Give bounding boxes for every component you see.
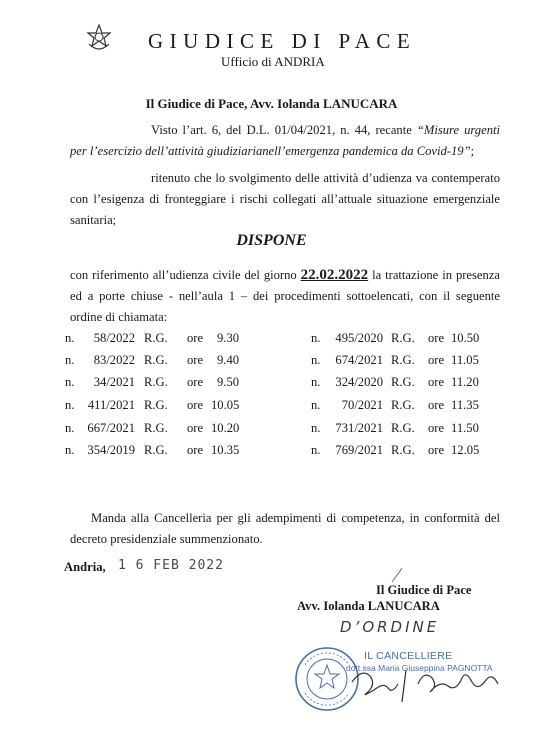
ritenuto-paragraph	[70, 168, 500, 231]
row-ore: ore	[187, 398, 204, 412]
row-time: 10.35	[211, 443, 240, 457]
row-rg: R.G.	[144, 421, 168, 435]
dispone-heading: DISPONE	[236, 232, 307, 249]
row-ore: ore	[187, 421, 204, 435]
italian-emblem-icon	[86, 24, 112, 52]
row-n: n.	[311, 331, 321, 345]
ritenuto-text: ritenuto che lo svolgimento delle attività d’udienza va contemperato con l’esigenza di fronteggiare i rischi collegati all’attuale situazione emergenziale sanitaria;	[70, 171, 500, 227]
row-time: 12.05	[451, 443, 480, 457]
row-time: 11.20	[451, 375, 479, 389]
row-time: 9.30	[217, 331, 240, 345]
place-label: Andria,	[64, 560, 106, 574]
closing-text: Manda alla Cancelleria per gli adempimenti di competenza, in conformità del decreto presidenziale summenzionato.	[70, 511, 500, 546]
row-n: n.	[311, 398, 321, 412]
visto-tail: ;	[470, 144, 475, 158]
row-ore: ore	[428, 421, 445, 435]
row-ore: ore	[428, 398, 445, 412]
row-ore: ore	[428, 353, 445, 367]
row-time: 9.40	[217, 353, 240, 367]
visto-lead: Visto l’art. 6, del D.L. 01/04/2021, n. 44, recante	[151, 123, 417, 137]
row-n: n.	[311, 375, 321, 389]
cancelliere-name: dott.ssa Maria Giuseppina PAGNOTTA	[346, 663, 493, 673]
row-number: 411/2021	[87, 398, 135, 412]
row-rg: R.G.	[144, 375, 168, 389]
row-number: 354/2019	[87, 443, 135, 457]
handwritten-signature	[340, 560, 510, 710]
office-subtitle: Ufficio di ANDRIA	[221, 54, 325, 69]
row-number: 769/2021	[335, 443, 383, 457]
row-n: n.	[65, 443, 75, 457]
closing-paragraph	[70, 508, 500, 550]
signature-title: Il Giudice di Pace	[376, 583, 472, 597]
row-ore: ore	[428, 331, 445, 345]
row-rg: R.G.	[144, 353, 168, 367]
row-n: n.	[65, 375, 75, 389]
row-time: 11.05	[451, 353, 479, 367]
hearing-date: 22.02.2022	[300, 267, 369, 283]
row-n: n.	[65, 331, 75, 345]
row-number: 83/2022	[93, 353, 135, 367]
row-time: 10.50	[451, 331, 480, 345]
row-rg: R.G.	[144, 443, 168, 457]
row-ore: ore	[428, 375, 445, 389]
row-n: n.	[65, 353, 75, 367]
row-rg: R.G.	[391, 398, 415, 412]
row-number: 495/2020	[335, 331, 383, 345]
order-lead: con riferimento all’udienza civile del giorno	[70, 268, 301, 282]
row-n: n.	[65, 398, 75, 412]
row-time: 9.50	[217, 375, 240, 389]
cancelliere-title: IL CANCELLIERE	[364, 650, 453, 662]
row-ore: ore	[187, 353, 204, 367]
order-paragraph	[70, 265, 500, 328]
row-number: 674/2021	[335, 353, 383, 367]
stamped-date: 1 6 FEB 2022	[118, 558, 224, 573]
handwritten-dordine: D’ORDINE	[340, 618, 440, 636]
row-n: n.	[311, 443, 321, 457]
signature-name: Avv. Iolanda LANUCARA	[297, 599, 440, 613]
office-title: GIUDICE DI PACE	[148, 29, 417, 53]
judge-heading: Il Giudice di Pace, Avv. Iolanda LANUCARA	[145, 96, 398, 111]
row-rg: R.G.	[391, 375, 415, 389]
row-number: 58/2022	[93, 331, 135, 345]
row-number: 70/2021	[341, 398, 383, 412]
visto-quote: “Misure urgenti per l’esercizio dell’attività giudiziarianell’emergenza pandemica da Covid-19”	[70, 123, 500, 158]
order-tail: la trattazione in presenza ed a porte chiuse - nell’aula 1 – dei procedimenti sottoelencati, con il seguente ordine di chiamata:	[70, 268, 500, 324]
row-ore: ore	[428, 443, 445, 457]
row-number: 731/2021	[335, 421, 383, 435]
row-number: 34/2021	[93, 375, 135, 389]
row-rg: R.G.	[144, 331, 168, 345]
row-ore: ore	[187, 375, 204, 389]
row-rg: R.G.	[144, 398, 168, 412]
row-number: 667/2021	[87, 421, 135, 435]
row-n: n.	[311, 421, 321, 435]
row-n: n.	[65, 421, 75, 435]
row-ore: ore	[187, 443, 204, 457]
row-rg: R.G.	[391, 353, 415, 367]
row-time: 10.20	[211, 421, 240, 435]
row-number: 324/2020	[335, 375, 383, 389]
visto-paragraph	[70, 120, 500, 162]
row-time: 11.50	[451, 421, 479, 435]
row-time: 10.05	[211, 398, 240, 412]
row-time: 11.35	[451, 398, 479, 412]
row-n: n.	[311, 353, 321, 367]
row-rg: R.G.	[391, 421, 415, 435]
row-rg: R.G.	[391, 331, 415, 345]
row-ore: ore	[187, 331, 204, 345]
row-rg: R.G.	[391, 443, 415, 457]
